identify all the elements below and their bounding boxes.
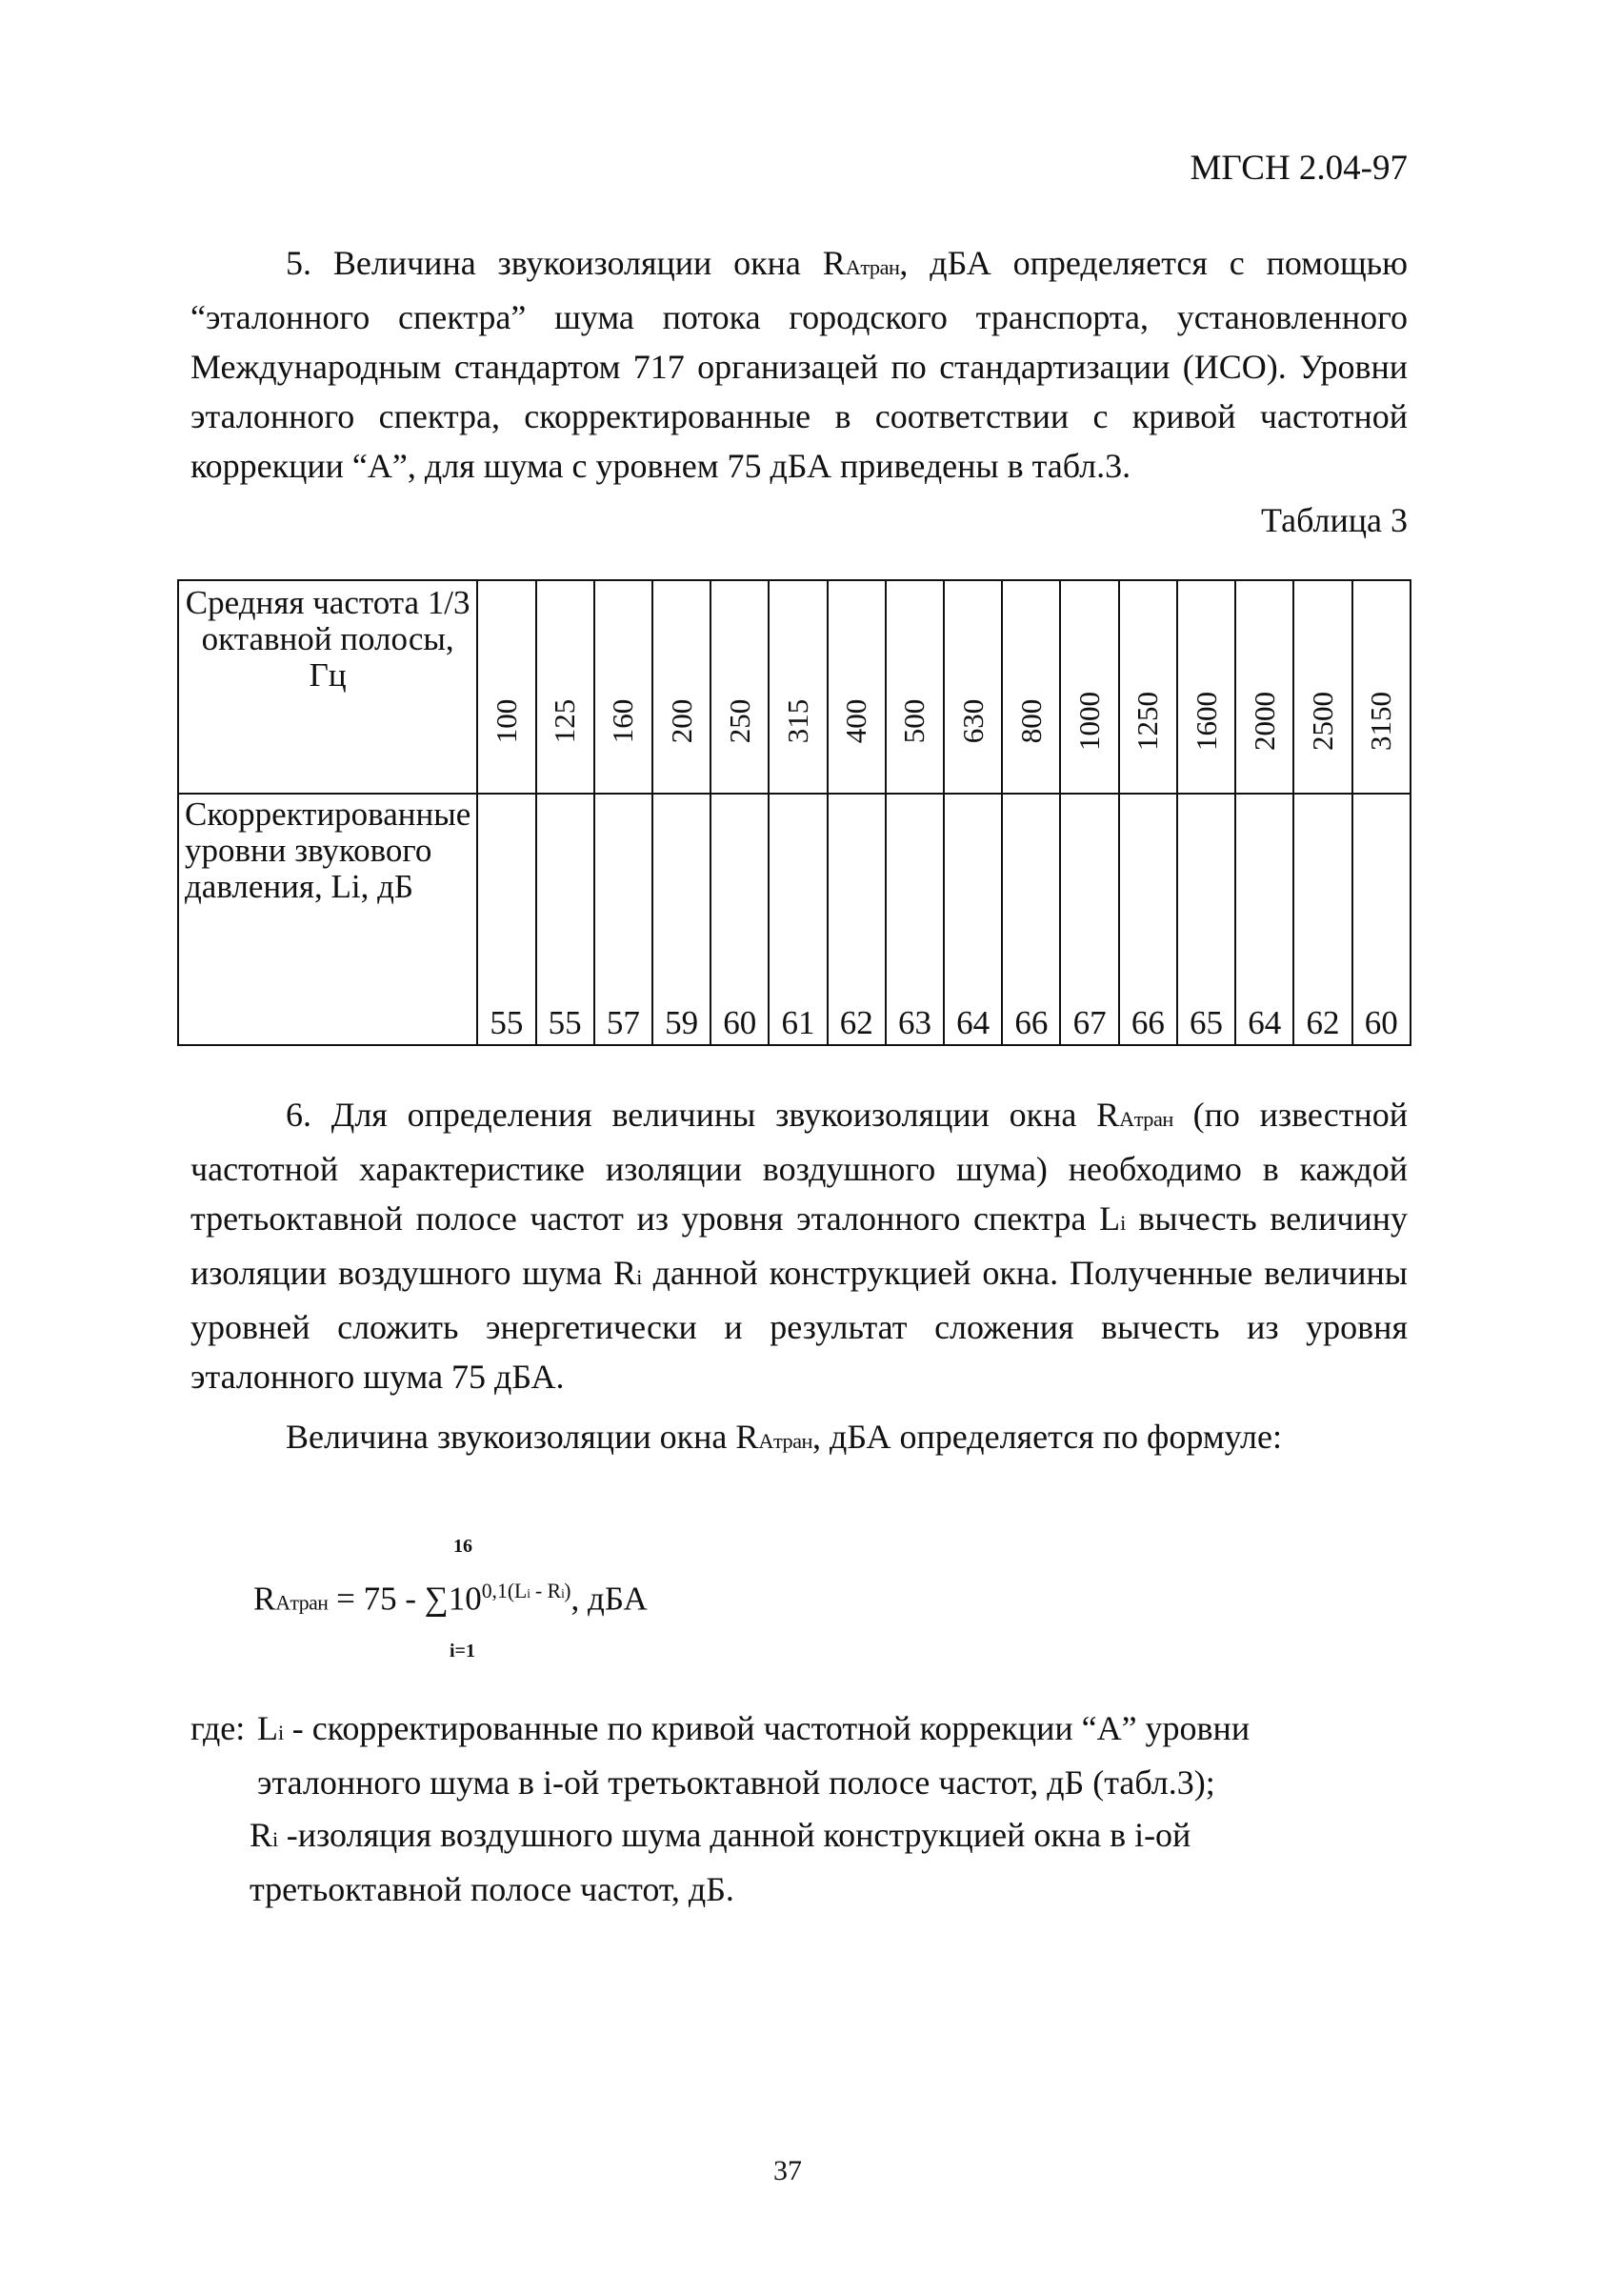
frequency-value: 315 [781, 698, 814, 744]
frequency-cell [652, 580, 710, 794]
frequency-value: 250 [722, 698, 756, 744]
level-value: 61 [769, 794, 827, 1045]
paragraph-text: , дБА определяется по формуле: [812, 1418, 1282, 1456]
where-R-definition [250, 1810, 1408, 1914]
spectrum-table [177, 579, 1411, 1046]
document-code: МГСН 2.04-97 [1190, 149, 1408, 188]
frequency-value: 400 [839, 698, 873, 744]
paragraph-6 [190, 1090, 1408, 1401]
level-value: 59 [652, 794, 710, 1045]
frequency-cell [1060, 580, 1118, 794]
level-value: 64 [1235, 794, 1293, 1045]
formula [253, 1580, 648, 1619]
definition-text: - скорректированные по кривой частотной коррекции “А” уровни эталонного шума в i-ой третьоктавной полосе частот, дБ (табл.3); [257, 1709, 1251, 1802]
paragraph-text: данной конструкцией окна. Полученные величины уровней сложить энергетически и результат сложения вычесть из уровня эталонного шума 75 дБА. [190, 1254, 1408, 1396]
frequency-value: 800 [1013, 698, 1048, 744]
subscript: Aтран [275, 1591, 329, 1615]
paragraph-text: , дБА определяется с помощью “эталонного спектра” шума потока городского транспорта, установленного Международным стандартом 717 организацей по стандартизации (ИСО). Уровни эталонного спектра, скорректированные в соответствии с кривой частотной коррекции “А”, для шума с уровнем 75 дБА приведены в табл.3. [190, 244, 1408, 485]
frequency-value: 1000 [1072, 692, 1107, 751]
table-caption: Таблица 3 [1261, 501, 1408, 539]
frequency-cell [828, 580, 886, 794]
level-value: 66 [1119, 794, 1177, 1045]
frequency-cell [1235, 580, 1293, 794]
paragraph-number: 6. [286, 1096, 311, 1134]
frequency-value: 200 [664, 698, 698, 744]
level-value: 55 [536, 794, 594, 1045]
frequency-value: 2500 [1305, 692, 1339, 751]
frequency-value: 160 [606, 698, 640, 744]
frequency-cell [536, 580, 594, 794]
paragraph-text: Величина звукоизоляции окна R [332, 244, 846, 282]
level-value: 65 [1177, 794, 1235, 1045]
paragraph-number: 5. [286, 244, 311, 282]
subscript: i [527, 1586, 530, 1601]
subscript: Aтран [758, 1429, 812, 1453]
formula-unit: , дБА [570, 1580, 648, 1618]
frequency-cell [1177, 580, 1235, 794]
subscript: i [1120, 1211, 1126, 1235]
formula-lhs: R [253, 1580, 276, 1618]
frequency-cell [944, 580, 1002, 794]
frequency-cell [886, 580, 944, 794]
subscript: i [561, 1586, 565, 1601]
subscript: i [272, 1827, 278, 1851]
symbol: R [250, 1816, 273, 1854]
level-value: 55 [477, 794, 535, 1045]
definition-text: -изоляция воздушного шума данной конструкцией окна в i-ой третьоктавной полосе частот, дБ. [250, 1816, 1191, 1908]
exponent: - R [530, 1580, 562, 1602]
symbol: L [257, 1709, 278, 1747]
sum-lower-limit: i=1 [450, 1641, 475, 1662]
exponent: ) [564, 1580, 571, 1602]
subscript: i [278, 1721, 284, 1744]
paragraph-5 [190, 238, 1408, 491]
frequency-value: 2000 [1247, 692, 1281, 751]
level-header: Скорректированные уровни звукового давления, Li, дБ [178, 794, 477, 1045]
level-value: 62 [1293, 794, 1351, 1045]
level-value: 67 [1060, 794, 1118, 1045]
paragraph-text: вычесть величину изоляции воздушного шума R [190, 1199, 1408, 1292]
frequency-value: 125 [548, 698, 582, 744]
frequency-cell [710, 580, 769, 794]
level-value: 66 [1002, 794, 1060, 1045]
frequency-cell [769, 580, 827, 794]
subscript: i [636, 1265, 642, 1289]
level-value: 60 [1352, 794, 1411, 1045]
sum-symbol: ∑10 [424, 1580, 482, 1618]
level-value: 62 [828, 794, 886, 1045]
paragraph-text: (по известной частотной характеристике изоляции воздушного шума) необходимо в каждой третьоктавной полосе частот из уровня эталонного спектра L [190, 1096, 1409, 1238]
frequency-header: Средняя частота 1/3 октавной полосы, Гц [178, 580, 477, 794]
frequency-value: 1600 [1189, 692, 1223, 751]
level-value: 60 [710, 794, 769, 1045]
frequency-cell [594, 580, 652, 794]
frequency-value: 630 [955, 698, 990, 744]
level-value: 63 [886, 794, 944, 1045]
where-L-definition [257, 1703, 1408, 1807]
level-value: 64 [944, 794, 1002, 1045]
frequency-cell [1352, 580, 1411, 794]
paragraph-text: Величина звукоизоляции окна R [286, 1418, 759, 1456]
formula-eq: = 75 - [328, 1580, 425, 1618]
sum-upper-limit: 16 [453, 1536, 472, 1557]
frequency-cell [477, 580, 535, 794]
frequency-value: 3150 [1364, 692, 1398, 751]
paragraph-text: Для определения величины звукоизоляции окна R [330, 1096, 1120, 1134]
frequency-cell [1002, 580, 1060, 794]
subscript: Aтран [845, 255, 900, 279]
paragraph-7 [190, 1412, 1408, 1466]
frequency-row [178, 580, 1411, 794]
subscript: Aтран [1119, 1107, 1173, 1131]
level-value: 57 [594, 794, 652, 1045]
where-label: где: [190, 1709, 246, 1747]
frequency-cell [1119, 580, 1177, 794]
level-row [178, 794, 1411, 1045]
frequency-value: 1250 [1131, 692, 1165, 751]
exponent: 0,1(L [481, 1580, 528, 1602]
frequency-cell [1293, 580, 1351, 794]
frequency-value: 100 [489, 698, 523, 744]
page-number: 37 [773, 2155, 802, 2186]
frequency-value: 500 [897, 698, 931, 744]
